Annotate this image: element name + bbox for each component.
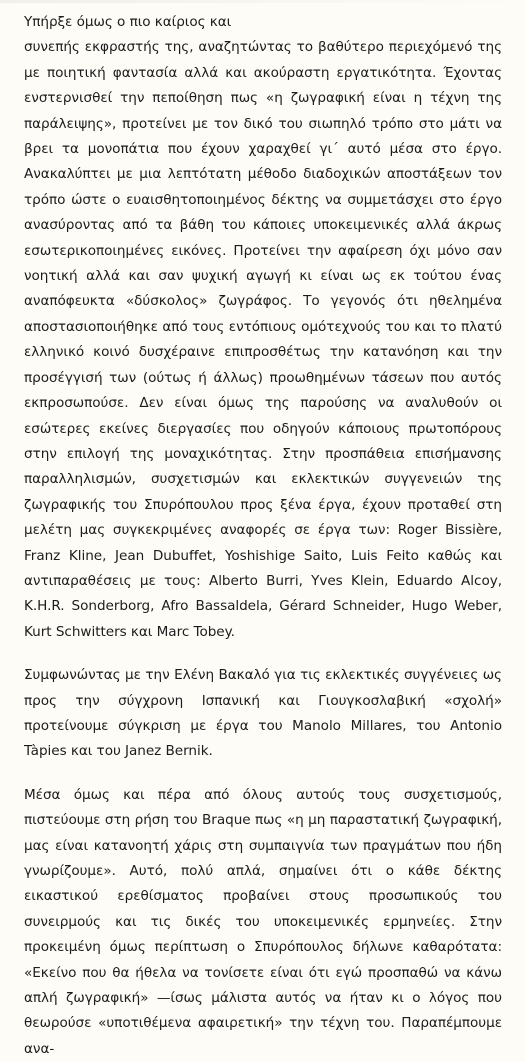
paragraph-2: Συμφωνώντας με την Ελένη Βακαλό για τις εκλεκτικές συγγένειες ως προς την σύγχρονη Ισπανική και Γιουγκοσλαβική «σχολή» προτείνουμε σύγκριση με έργα του Manolo Millares, του Antonio Tàpies και του Janez Bernik. [24,667,502,760]
document-page [24,10,502,1062]
paragraph-1 [24,10,502,645]
paragraph-3: Μέσα όμως και πέρα από όλους αυτούς τους συσχετισμούς, πιστεύουμε στη ρήση του Braque πως «η μη παραστατική ζωγραφική, μας είναι κατανοητή χάρις στη συμπαιγνία των πραγμάτων που ήδη γνωρίζουμε». Αυτό, πολύ απλά, σημαίνει ότι ο κάθε δέκτης εικαστικού ερεθίσματος προβαίνει στους προσωπικούς του συνειρμούς και τις δικές του υποκειμενικές ερμηνείες. Στην προκειμένη όμως περίπτωση ο Σπυρόπουλος δήλωνε καθαρότατα: «Εκείνο που θα ήθελα να τονίσετε είναι ότι εγώ προσπαθώ να κάνω απλή ζωγραφική» —ίσως μάλιστα αυτός να ήταν κι ο λόγος που θεωρούσε «υποτιθέμενα αφαιρετική» την τέχνη του. Παραπέμπουμε ανα- [24,786,502,1057]
page-top-edge [0,0,525,3]
paragraph-1-first-line: Υπήρξε όμως ο πιο καίριος και [24,14,232,30]
paragraph-1-text: συνεπής εκφραστής της, αναζητώντας το βαθύτερο περιεχόμενό της με ποιητική φαντασία αλλά και ακούραστη εργατικότητα. Έχοντας ενστερνισθεί την πεποίθηση πως «η ζωγραφική είναι η τέχνη της παράλειψης», προτείνει με τον δικό του σιωπηλό τρόπο στο μάτι να βρει τα μονοπάτια που έχουν χαραχθεί γι΄ αυτό μέσα στο έργο. Ανακαλύπτει με μια λεπτότατη μέθοδο διαδοχικών αποστάξεων τον τρόπο ώστε ο ευαισθητοποιημένος δέκτης να συμμετάσχει στο έργο ανασύροντας από τα βάθη του κάποιες υποκειμενικές αλλά άκρως εσωτερικοποιημένες εικόνες. Προτείνει την αφαίρεση όχι μόνο σαν νοητική αλλά και σαν ψυχική αγωγή κι είναι ως εκ τούτου ένας αναπόφευκτα «δύσκολος» ζωγράφος. Το γεγονός ότι ηθελημένα αποστασιοποιήθηκε από τους εντόπιους ομότεχνούς του και το πλατύ ελληνικό κοινό δυσχέραινε επιπροσθέτως την κατανόηση και την προσέγγισή των (ούτως ή άλλως) προωθημένων τάσεων που αυτός εκπροσωπούσε. Δεν είναι όμως της παρούσης να αναλυθούν οι εσώτερες εκείνες διεργασίες που οδηγούν κάποιους πρωτοπόρους στην επιλογή της μοναχικότητας. Στην προσπάθεια επισήμανσης παραλληλισμών, συσχετισμών και εκλεκτικών συγγενειών της ζωγραφικής του Σπυρόπουλου προς ξένα έργα, έχουν προταθεί στη μελέτη μας συγκεκριμένες αναφορές σε έργα των: Roger Bissière, Franz Kline, Jean Dubuffet, Yoshishige Saito, Luis Feito καθώς και αντιπαραθέσεις με τους: Alberto Burri, Yves Klein, Eduardo Alcoy, K.H.R. Sonderborg, Afro Bassaldela, Gérard Schneider, Hugo Weber, Kurt Schwitters και Marc Tobey. [24,39,502,640]
